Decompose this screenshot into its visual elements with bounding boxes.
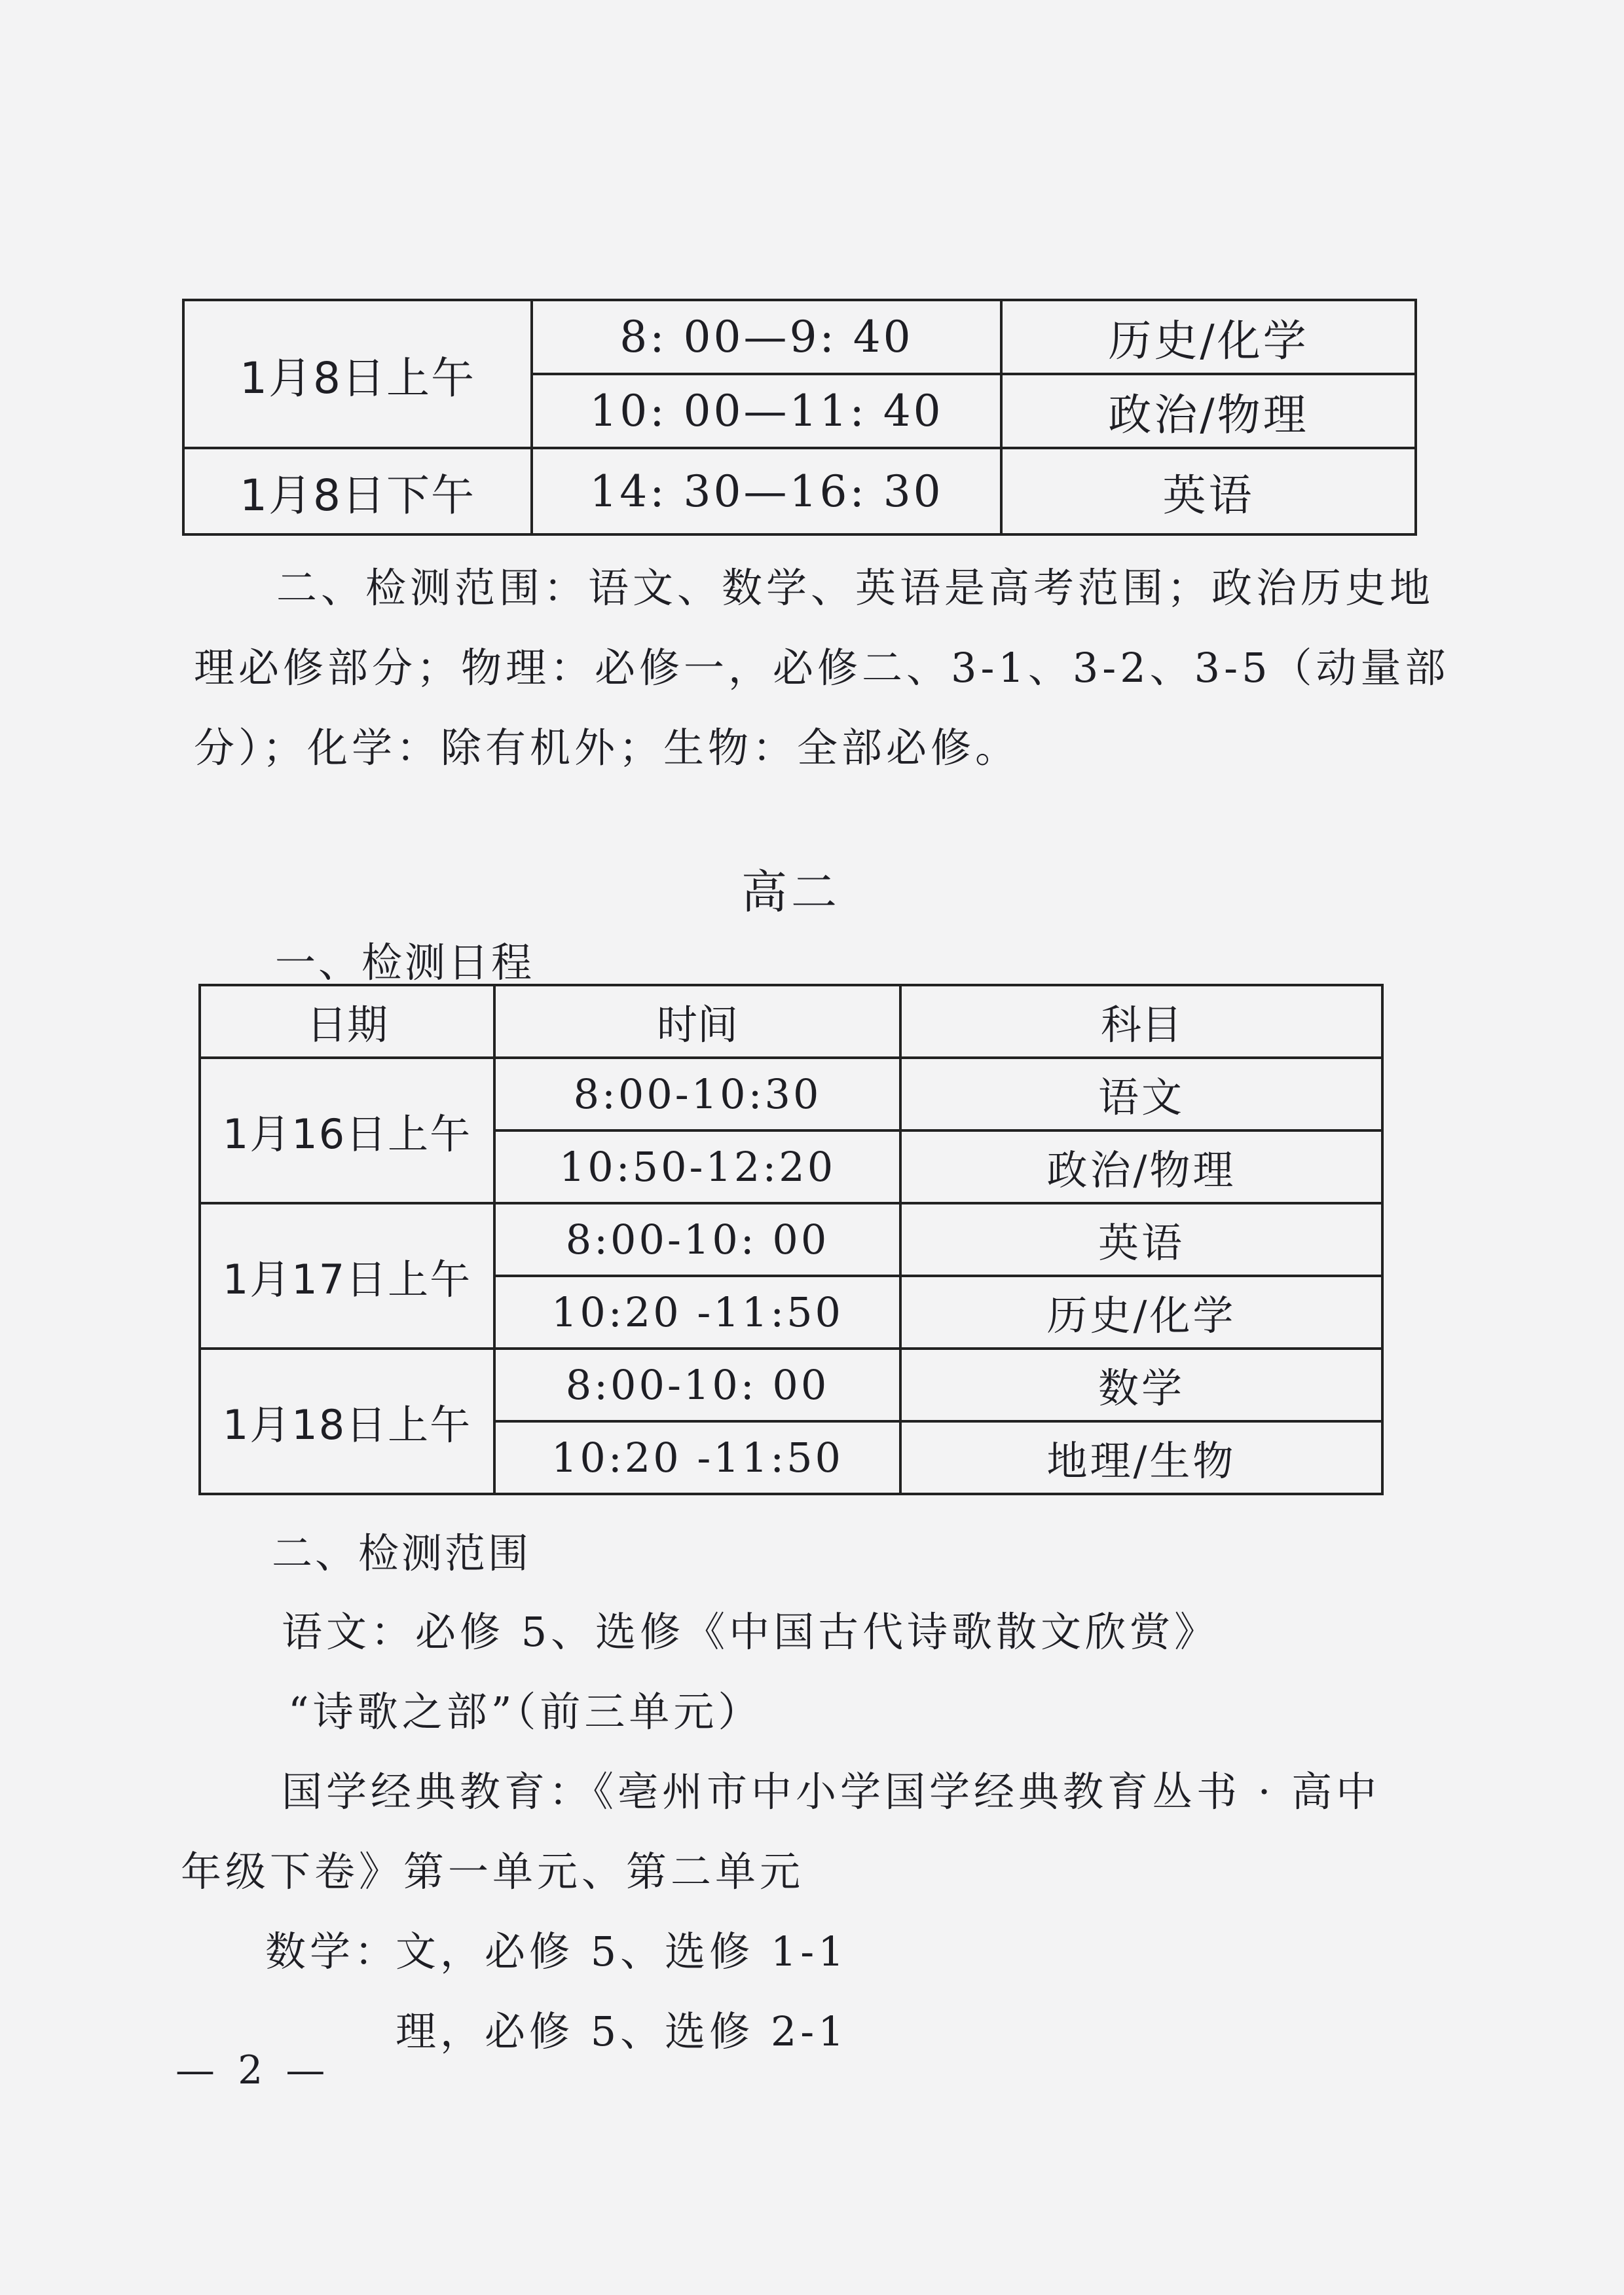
time-cell: 8: 00—9: 40 [532, 300, 1001, 374]
subject-cell: 政治/物理 [900, 1130, 1382, 1203]
senior3-scope-line-2: 理必修部分；物理：必修一，必修二、3-1、3-2、3-5（动量部 [194, 644, 1450, 692]
time-cell: 10: 00—11: 40 [532, 374, 1001, 448]
subject-cell: 地理/生物 [900, 1421, 1382, 1494]
math-scope-line-2: 理，必修 5、选修 2-1 [396, 2007, 848, 2055]
table-row [200, 1349, 1382, 1421]
classics-scope-line-1: 国学经典教育：《亳州市中小学国学经典教育丛书 · 高中 [282, 1768, 1381, 1816]
chinese-scope-line-1: 语文：必修 5、选修《中国古代诗歌散文欣赏》 [282, 1608, 1219, 1656]
table-row [200, 1058, 1382, 1130]
senior2-schedule-heading: 一、检测日程 [275, 939, 535, 986]
date-cell: 1月17日上午 [200, 1203, 494, 1349]
subject-cell: 政治/物理 [1001, 374, 1416, 448]
subject-cell: 语文 [900, 1058, 1382, 1130]
math-scope-label: 数学： [265, 1928, 399, 1975]
time-cell: 10:20 -11:50 [494, 1421, 900, 1494]
table-header-row [200, 985, 1382, 1058]
time-cell: 8:00-10: 00 [494, 1349, 900, 1421]
page-number: — 2 — [175, 2047, 331, 2093]
table-row [183, 448, 1416, 534]
column-header-time: 时间 [494, 985, 900, 1058]
classics-scope-line-2: 年级下卷》第一单元、第二单元 [181, 1848, 805, 1895]
date-cell: 1月16日上午 [200, 1058, 494, 1203]
subject-cell: 英语 [900, 1203, 1382, 1276]
table-row [183, 300, 1416, 374]
subject-cell: 数学 [900, 1349, 1382, 1421]
subject-cell: 历史/化学 [900, 1276, 1382, 1349]
math-scope-line-1: 文，必修 5、选修 1-1 [396, 1928, 848, 1975]
time-cell: 8:00-10:30 [494, 1058, 900, 1130]
chinese-scope-line-2: “诗歌之部”（前三单元） [288, 1688, 763, 1736]
senior2-schedule-table [198, 984, 1384, 1495]
subject-cell: 英语 [1001, 448, 1416, 534]
time-cell: 14: 30—16: 30 [532, 448, 1001, 534]
subject-cell: 历史/化学 [1001, 300, 1416, 374]
senior3-scope-line-1: 二、检测范围：语文、数学、英语是高考范围；政治历史地 [276, 564, 1435, 612]
senior2-title: 高二 [741, 865, 841, 919]
senior3-scope-line-3: 分）；化学：除有机外；生物：全部必修。 [194, 724, 1020, 772]
date-cell: 1月18日上午 [200, 1349, 494, 1494]
date-cell: 1月8日下午 [183, 448, 532, 534]
senior2-scope-heading: 二、检测范围 [272, 1529, 532, 1577]
column-header-subject: 科目 [900, 985, 1382, 1058]
time-cell: 10:20 -11:50 [494, 1276, 900, 1349]
time-cell: 10:50-12:20 [494, 1130, 900, 1203]
column-header-date: 日期 [200, 985, 494, 1058]
date-cell: 1月8日上午 [183, 300, 532, 448]
senior3-schedule-table [182, 299, 1417, 536]
table-row [200, 1203, 1382, 1276]
time-cell: 8:00-10: 00 [494, 1203, 900, 1276]
